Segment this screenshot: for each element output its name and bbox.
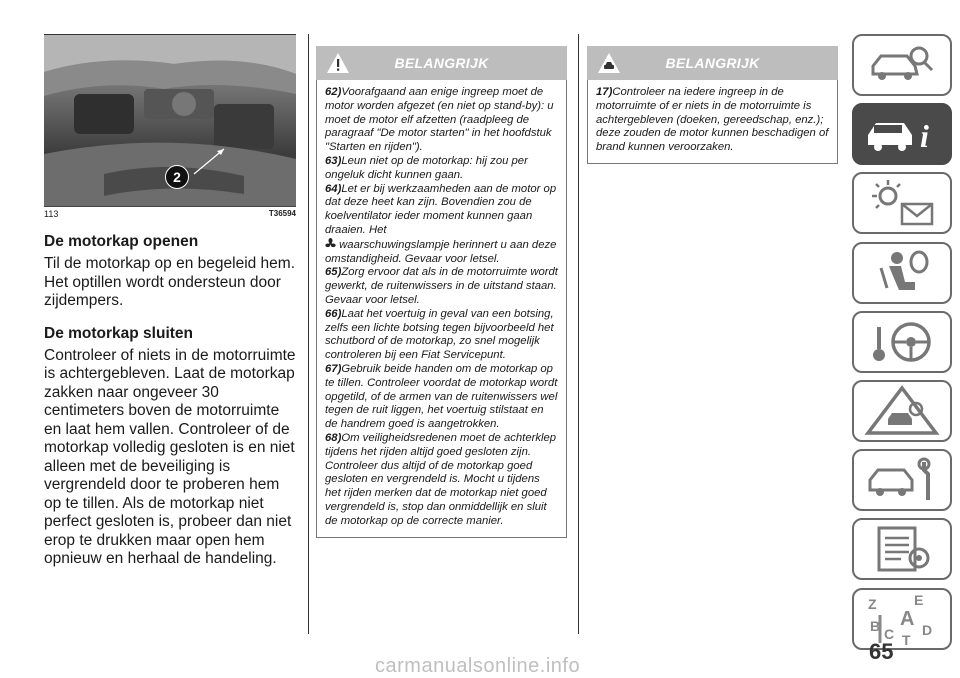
tab-airbag-seat[interactable] (852, 242, 952, 304)
tab-key-steering[interactable] (852, 311, 952, 373)
index-letter: E (914, 591, 924, 608)
car-maintenance-icon (864, 456, 940, 504)
lights-message-icon (864, 178, 940, 228)
warning-triangle-icon (326, 52, 350, 74)
tab-technical-data[interactable] (852, 518, 952, 580)
close-text: Controleer of niets in de motorruimte is achtergebleven. Laat de motorkap zakken naar ongeveer 30 centimeters boven de motorruimte en laat hem vallen. Controleer of de motorkap volledig gesloten is en niet alleen met de beveiliging is vergrendeld door te proberen hem op te tillen. Als de motorkap niet perfect gesloten is, probeer dan niet erop te drukken maar open hem opnieuw en herhaal de handeling. (44, 346, 296, 567)
warning-banner (316, 46, 567, 80)
index-letter: Z (868, 595, 877, 612)
open-text: Til de motorkap op en begeleid hem. Het optillen wordt ondersteun door zijdempers. (44, 255, 296, 309)
tab-emergency[interactable] (852, 380, 952, 442)
emergency-triangle-icon (864, 385, 940, 437)
figure-number: 113 (44, 209, 59, 219)
fan-icon (325, 238, 336, 249)
environment-box (587, 80, 838, 164)
warning-item: 68)Om veiligheidsredenen moet de achterklep tijdens het rijden altijd goed gesloten zijn. Controleer dus altijd of de motorkap goed gesloten en vergrendeld is. Mocht u tijdens het rijden merken dat de motorkap niet goed vergrendeld is, stop dan onmiddellijk en sluit de motorkap op de correcte manier. (325, 431, 557, 527)
warning-item: 63)Leun niet op de motorkap: hij zou per ongeluk dicht kunnen gaan. (325, 154, 528, 181)
watermark: carmanualsonline.info (375, 655, 581, 677)
car-info-icon (864, 111, 940, 157)
environment-item: 17)Controleer na iedere ingreep in de motorruimte of er niets in de motorruimte is achtergebleven (doeken, gereedschap, enz.); deze zouden de motor kunnen beschadigen of brand kunnen veroorzaken. (596, 86, 829, 154)
open-heading: De motorkap openen (44, 233, 199, 250)
warning-item: 67)Gebruik beide handen om de motorkap op te tillen. Controleer voordat de motorkap wordt opgetild, of de armen van de ruitenwissers wel tegen de ruit liggen, het voertuig stilstaat en de handrem goed is aangetrokken. (325, 362, 558, 431)
warning-item: 66)Laat het voertuig in geval van een botsing, zelfs een lichte botsing tegen bijvoorbeeld het schutbord of de motorkap, zo snel mogelijk controleren bij een Fiat Servicepunt. (325, 307, 554, 362)
tab-car-info[interactable] (852, 103, 952, 165)
technical-data-icon (867, 524, 937, 574)
page-number: 65 (869, 639, 894, 664)
tab-car-search[interactable] (852, 34, 952, 96)
chapter-tabs (852, 34, 952, 657)
callout-marker (165, 165, 189, 189)
close-heading: De motorkap sluiten (44, 324, 193, 342)
figure-code: T36594 (268, 209, 296, 218)
environment-car-icon (597, 52, 621, 74)
column-divider (578, 34, 579, 634)
warning-item: 62)Voorafgaand aan enige ingreep moet de motor worden afgezet (en niet op stand-by): u moet de motor elf afzetten (raadpleeg de paragraaf "De motor starten" in het hoofdstuk "Starten en rijden"). (325, 86, 554, 154)
warning-item: 65)Zorg ervoor dat als in de motorruimte wordt gewerkt, de ruitenwissers in de uitstand staan. Gevaar voor letsel. (325, 266, 558, 306)
left-column (44, 34, 296, 569)
warning-item: 64)Let er bij werkzaamheden aan de motor op dat deze heet kan zijn. Bovendien zou de koelventilator ieder moment kunnen gaan draaien. Het waarschuwingslampje herinnert u aan deze omstandigheid. Gevaar voor letsel. (325, 182, 557, 265)
top-rule (44, 34, 296, 35)
middle-column (316, 46, 567, 538)
banner-title: BELANGRIJK (665, 55, 760, 71)
index-letter: T (902, 631, 911, 647)
index-letter: D (922, 621, 933, 638)
index-letter: C (884, 625, 895, 642)
warning-box (316, 80, 567, 538)
engine-bay-photo (44, 34, 296, 206)
airbag-seat-icon (867, 248, 937, 298)
svg-text:i: i (920, 118, 929, 155)
tab-lights-message[interactable] (852, 172, 952, 234)
right-column (587, 46, 838, 164)
environment-banner (587, 46, 838, 80)
callout-number: 2 (173, 169, 181, 185)
column-divider (308, 34, 309, 634)
banner-title: BELANGRIJK (394, 55, 489, 71)
index-letter: B (870, 617, 881, 634)
tab-car-maintenance[interactable] (852, 449, 952, 511)
key-steering-wheel-icon (867, 317, 937, 367)
figure-caption (44, 206, 296, 219)
index-letter: A (900, 607, 915, 630)
car-search-icon (867, 42, 937, 88)
tab-alphabetical-index[interactable] (852, 588, 952, 650)
